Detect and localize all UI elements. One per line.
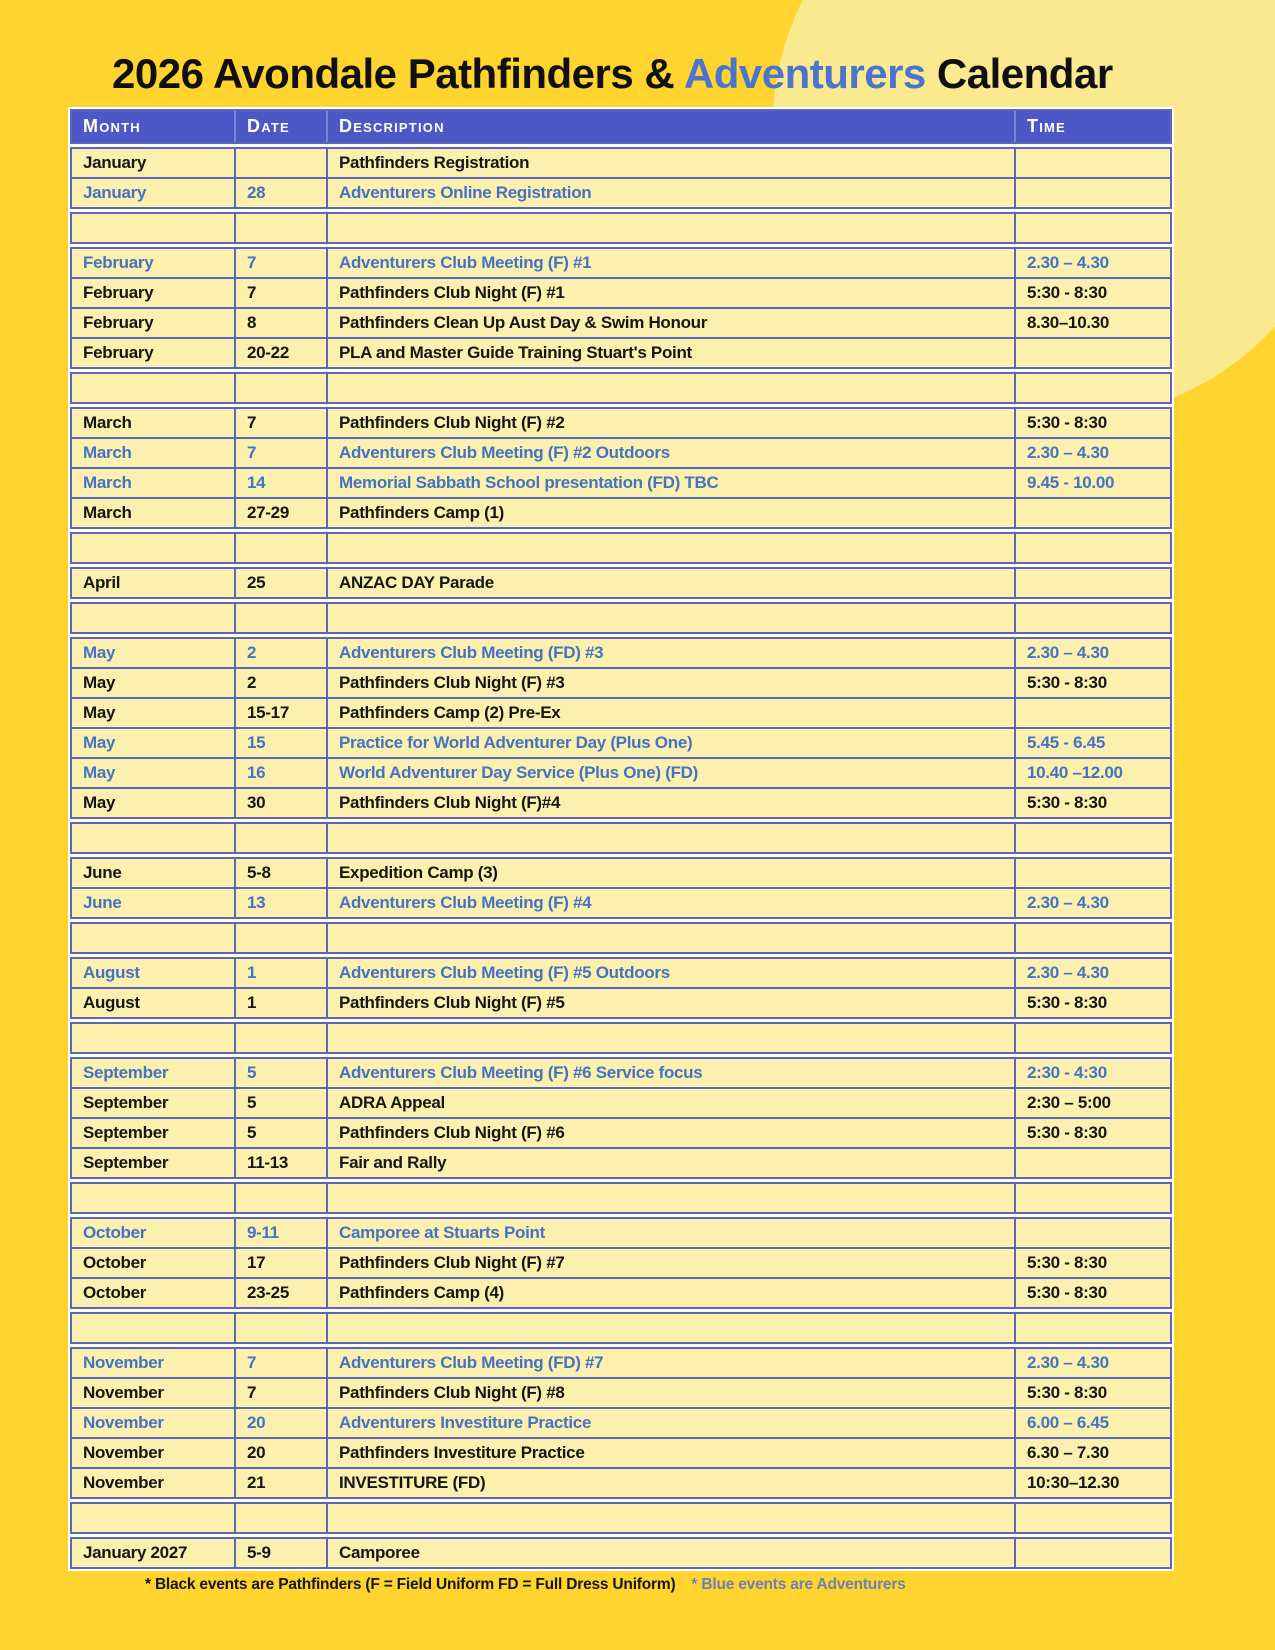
time-cell: [1016, 824, 1170, 852]
spacer-row: [72, 214, 1170, 242]
time-cell: 5:30 - 8:30: [1027, 1253, 1107, 1272]
description-cell: Pathfinders Club Night (F) #2: [328, 409, 1016, 437]
title-part1: 2026 Avondale Pathfinders &: [112, 50, 684, 97]
month-cell: [72, 1184, 236, 1212]
date-cell: 7: [236, 1349, 328, 1377]
month-block: [70, 1217, 1172, 1309]
spacer-block: [70, 212, 1172, 244]
month-cell: January 2027: [72, 1539, 236, 1567]
month-cell: [72, 214, 236, 242]
date-cell: 28: [236, 179, 328, 207]
month-cell: February: [72, 249, 236, 277]
date-cell: 15: [236, 729, 328, 757]
spacer-block: [70, 1182, 1172, 1214]
description-cell: [328, 534, 1016, 562]
time-cell: 10:30–12.30: [1027, 1473, 1120, 1492]
calendar-row: [72, 309, 1170, 339]
month-cell: August: [72, 989, 236, 1017]
spacer-block: [70, 602, 1172, 634]
description-cell: Pathfinders Club Night (F) #5: [328, 989, 1016, 1017]
month-block: [70, 147, 1172, 209]
date-cell: [236, 214, 328, 242]
month-cell: May: [72, 699, 236, 727]
calendar-row: [72, 1089, 1170, 1119]
month-cell: November: [72, 1409, 236, 1437]
month-cell: May: [72, 759, 236, 787]
spacer-row: [72, 1504, 1170, 1532]
month-cell: October: [72, 1249, 236, 1277]
description-cell: [328, 214, 1016, 242]
time-cell: 2.30 – 4.30: [1027, 443, 1109, 462]
description-cell: Pathfinders Club Night (F) #7: [328, 1249, 1016, 1277]
calendar-row: [72, 859, 1170, 889]
month-cell: November: [72, 1379, 236, 1407]
month-cell: March: [72, 469, 236, 497]
date-cell: 20: [236, 1409, 328, 1437]
description-cell: Pathfinders Club Night (F)#4: [328, 789, 1016, 817]
month-block: [70, 957, 1172, 1019]
description-cell: Pathfinders Clean Up Aust Day & Swim Honour: [328, 309, 1016, 337]
description-cell: Memorial Sabbath School presentation (FD) TBC: [328, 469, 1016, 497]
time-cell: 5:30 - 8:30: [1027, 413, 1107, 432]
calendar-row: [72, 469, 1170, 499]
spacer-block: [70, 922, 1172, 954]
month-cell: June: [72, 889, 236, 917]
month-cell: September: [72, 1059, 236, 1087]
date-cell: 5: [236, 1119, 328, 1147]
time-cell: [1016, 604, 1170, 632]
spacer-block: [70, 1502, 1172, 1534]
month-cell: [72, 824, 236, 852]
month-block: [70, 247, 1172, 369]
column-header-date: Date: [236, 111, 328, 142]
description-cell: [328, 824, 1016, 852]
column-header-month: Month: [72, 111, 236, 142]
calendar-row: [72, 759, 1170, 789]
month-block: [70, 1537, 1172, 1569]
time-cell: 2.30 – 4.30: [1027, 643, 1109, 662]
date-cell: 27-29: [236, 499, 328, 527]
date-cell: 1: [236, 989, 328, 1017]
month-cell: [72, 374, 236, 402]
month-cell: May: [72, 729, 236, 757]
description-cell: Pathfinders Camp (4): [328, 1279, 1016, 1307]
date-cell: 2: [236, 639, 328, 667]
time-cell: 6.00 – 6.45: [1027, 1413, 1109, 1432]
month-cell: November: [72, 1349, 236, 1377]
date-cell: 5: [236, 1059, 328, 1087]
calendar-row: [72, 889, 1170, 917]
description-cell: Adventurers Investiture Practice: [328, 1409, 1016, 1437]
calendar-row: [72, 249, 1170, 279]
calendar-row: [72, 439, 1170, 469]
description-cell: Practice for World Adventurer Day (Plus One): [328, 729, 1016, 757]
calendar-row: [72, 989, 1170, 1017]
time-cell: [1016, 179, 1170, 207]
date-cell: 13: [236, 889, 328, 917]
month-block: [70, 637, 1172, 819]
calendar-row: [72, 1439, 1170, 1469]
month-cell: September: [72, 1119, 236, 1147]
spacer-block: [70, 372, 1172, 404]
description-cell: [328, 1504, 1016, 1532]
date-cell: 7: [236, 249, 328, 277]
date-cell: 5-8: [236, 859, 328, 887]
calendar-row: [72, 959, 1170, 989]
spacer-row: [72, 1184, 1170, 1212]
description-cell: Adventurers Club Meeting (F) #2 Outdoors: [328, 439, 1016, 467]
month-cell: May: [72, 639, 236, 667]
month-cell: February: [72, 309, 236, 337]
month-cell: March: [72, 499, 236, 527]
date-cell: [236, 534, 328, 562]
column-header-time: Time: [1027, 116, 1066, 136]
time-cell: 5:30 - 8:30: [1027, 673, 1107, 692]
calendar-row: [72, 149, 1170, 179]
description-cell: Pathfinders Registration: [328, 149, 1016, 177]
description-cell: Pathfinders Club Night (F) #1: [328, 279, 1016, 307]
date-cell: [236, 1504, 328, 1532]
description-cell: ADRA Appeal: [328, 1089, 1016, 1117]
time-cell: [1016, 339, 1170, 367]
description-cell: Adventurers Online Registration: [328, 179, 1016, 207]
calendar-row: [72, 1119, 1170, 1149]
description-cell: Adventurers Club Meeting (F) #4: [328, 889, 1016, 917]
date-cell: 1: [236, 959, 328, 987]
calendar-row: [72, 639, 1170, 669]
date-cell: 2: [236, 669, 328, 697]
description-cell: Adventurers Club Meeting (F) #6 Service focus: [328, 1059, 1016, 1087]
calendar-row: [72, 499, 1170, 527]
description-cell: Adventurers Club Meeting (F) #5 Outdoors: [328, 959, 1016, 987]
time-cell: 5:30 - 8:30: [1027, 1383, 1107, 1402]
month-cell: October: [72, 1279, 236, 1307]
spacer-block: [70, 1312, 1172, 1344]
description-cell: Adventurers Club Meeting (FD) #3: [328, 639, 1016, 667]
calendar-row: [72, 1219, 1170, 1249]
time-cell: 2:30 - 4:30: [1027, 1063, 1107, 1082]
time-cell: [1016, 1149, 1170, 1177]
spacer-block: [70, 822, 1172, 854]
description-cell: [328, 1314, 1016, 1342]
time-cell: 5:30 - 8:30: [1027, 793, 1107, 812]
time-cell: [1016, 1539, 1170, 1567]
month-cell: June: [72, 859, 236, 887]
date-cell: 15-17: [236, 699, 328, 727]
month-block: [70, 857, 1172, 919]
spacer-row: [72, 924, 1170, 952]
time-cell: 8.30–10.30: [1027, 313, 1110, 332]
calendar-header-row: [72, 111, 1170, 142]
date-cell: [236, 1184, 328, 1212]
month-block: [70, 567, 1172, 599]
description-cell: Pathfinders Camp (1): [328, 499, 1016, 527]
month-cell: May: [72, 789, 236, 817]
calendar-row: [72, 1379, 1170, 1409]
footer-adventurers-note: * Blue events are Adventurers: [691, 1576, 906, 1593]
time-cell: [1016, 534, 1170, 562]
description-cell: Camporee at Stuarts Point: [328, 1219, 1016, 1247]
time-cell: [1016, 1504, 1170, 1532]
time-cell: [1016, 1314, 1170, 1342]
time-cell: 2:30 – 5:00: [1027, 1093, 1111, 1112]
time-cell: 5:30 - 8:30: [1027, 283, 1107, 302]
month-cell: March: [72, 439, 236, 467]
date-cell: 7: [236, 409, 328, 437]
time-cell: 6.30 – 7.30: [1027, 1443, 1109, 1462]
description-cell: [328, 374, 1016, 402]
month-cell: [72, 1314, 236, 1342]
date-cell: 8: [236, 309, 328, 337]
month-cell: [72, 1024, 236, 1052]
calendar-row: [72, 339, 1170, 367]
calendar-row: [72, 569, 1170, 597]
time-cell: 2.30 – 4.30: [1027, 893, 1109, 912]
description-cell: Adventurers Club Meeting (F) #1: [328, 249, 1016, 277]
month-cell: November: [72, 1439, 236, 1467]
time-cell: [1016, 924, 1170, 952]
calendar-table: [70, 109, 1172, 1569]
time-cell: 10.40 –12.00: [1027, 763, 1123, 782]
month-cell: January: [72, 149, 236, 177]
description-cell: Pathfinders Club Night (F) #3: [328, 669, 1016, 697]
date-cell: 14: [236, 469, 328, 497]
month-cell: [72, 1504, 236, 1532]
calendar-row: [72, 1149, 1170, 1177]
description-cell: Camporee: [328, 1539, 1016, 1567]
date-cell: 17: [236, 1249, 328, 1277]
time-cell: 5:30 - 8:30: [1027, 1123, 1107, 1142]
calendar-row: [72, 279, 1170, 309]
date-cell: 21: [236, 1469, 328, 1497]
calendar-row: [72, 1279, 1170, 1307]
month-cell: September: [72, 1089, 236, 1117]
date-cell: 5-9: [236, 1539, 328, 1567]
description-cell: World Adventurer Day Service (Plus One) (FD): [328, 759, 1016, 787]
date-cell: 20-22: [236, 339, 328, 367]
description-cell: Adventurers Club Meeting (FD) #7: [328, 1349, 1016, 1377]
description-cell: [328, 1184, 1016, 1212]
date-cell: [236, 374, 328, 402]
month-cell: [72, 924, 236, 952]
time-cell: 5:30 - 8:30: [1027, 993, 1107, 1012]
month-cell: September: [72, 1149, 236, 1177]
spacer-row: [72, 374, 1170, 402]
spacer-row: [72, 534, 1170, 562]
date-cell: [236, 824, 328, 852]
column-header-description: Description: [328, 111, 1016, 142]
date-cell: 30: [236, 789, 328, 817]
spacer-row: [72, 604, 1170, 632]
month-cell: [72, 604, 236, 632]
description-cell: [328, 924, 1016, 952]
title-highlight-adventurers: Adventurers: [683, 50, 926, 97]
calendar-row: [72, 179, 1170, 207]
time-cell: [1016, 499, 1170, 527]
description-cell: [328, 1024, 1016, 1052]
date-cell: 25: [236, 569, 328, 597]
time-cell: 2.30 – 4.30: [1027, 1353, 1109, 1372]
month-cell: February: [72, 339, 236, 367]
time-cell: 2.30 – 4.30: [1027, 253, 1109, 272]
date-cell: 7: [236, 279, 328, 307]
time-cell: 5.45 - 6.45: [1027, 733, 1105, 752]
calendar-row: [72, 1349, 1170, 1379]
spacer-row: [72, 1314, 1170, 1342]
month-cell: January: [72, 179, 236, 207]
calendar-row: [72, 789, 1170, 817]
date-cell: 5: [236, 1089, 328, 1117]
description-cell: INVESTITURE (FD): [328, 1469, 1016, 1497]
page-title: [0, 0, 1275, 98]
month-block: [70, 1057, 1172, 1179]
calendar-row: [72, 1409, 1170, 1439]
month-cell: May: [72, 669, 236, 697]
date-cell: 11-13: [236, 1149, 328, 1177]
date-cell: [236, 1314, 328, 1342]
date-cell: 23-25: [236, 1279, 328, 1307]
time-cell: [1016, 859, 1170, 887]
month-block: [70, 1347, 1172, 1499]
date-cell: 16: [236, 759, 328, 787]
date-cell: [236, 604, 328, 632]
month-block: [70, 407, 1172, 529]
calendar-row: [72, 1059, 1170, 1089]
description-cell: Pathfinders Club Night (F) #8: [328, 1379, 1016, 1407]
time-cell: 5:30 - 8:30: [1027, 1283, 1107, 1302]
description-cell: [328, 604, 1016, 632]
month-cell: November: [72, 1469, 236, 1497]
date-cell: 7: [236, 439, 328, 467]
time-cell: 2.30 – 4.30: [1027, 963, 1109, 982]
time-cell: [1016, 569, 1170, 597]
month-cell: August: [72, 959, 236, 987]
spacer-row: [72, 824, 1170, 852]
footer-pathfinders-note: * Black events are Pathfinders (F = Field Uniform FD = Full Dress Uniform): [145, 1576, 676, 1593]
calendar-header: [70, 109, 1172, 144]
time-cell: [1016, 149, 1170, 177]
time-cell: [1016, 1219, 1170, 1247]
description-cell: Pathfinders Camp (2) Pre-Ex: [328, 699, 1016, 727]
time-cell: 9.45 - 10.00: [1027, 473, 1115, 492]
date-cell: [236, 924, 328, 952]
description-cell: PLA and Master Guide Training Stuart's Point: [328, 339, 1016, 367]
description-cell: Pathfinders Investiture Practice: [328, 1439, 1016, 1467]
date-cell: 7: [236, 1379, 328, 1407]
month-cell: March: [72, 409, 236, 437]
calendar-row: [72, 409, 1170, 439]
description-cell: Expedition Camp (3): [328, 859, 1016, 887]
calendar-row: [72, 669, 1170, 699]
spacer-block: [70, 1022, 1172, 1054]
date-cell: [236, 149, 328, 177]
description-cell: Fair and Rally: [328, 1149, 1016, 1177]
spacer-row: [72, 1024, 1170, 1052]
title-part2: Calendar: [925, 50, 1113, 97]
time-cell: [1016, 374, 1170, 402]
calendar-row: [72, 1249, 1170, 1279]
calendar-row: [72, 1469, 1170, 1497]
month-cell: February: [72, 279, 236, 307]
time-cell: [1016, 699, 1170, 727]
date-cell: 9-11: [236, 1219, 328, 1247]
spacer-block: [70, 532, 1172, 564]
month-cell: [72, 534, 236, 562]
description-cell: Pathfinders Club Night (F) #6: [328, 1119, 1016, 1147]
calendar-row: [72, 699, 1170, 729]
time-cell: [1016, 1184, 1170, 1212]
date-cell: [236, 1024, 328, 1052]
calendar-row: [72, 729, 1170, 759]
description-cell: ANZAC DAY Parade: [328, 569, 1016, 597]
date-cell: 20: [236, 1439, 328, 1467]
time-cell: [1016, 214, 1170, 242]
month-cell: April: [72, 569, 236, 597]
footer-legend: [145, 1576, 1275, 1594]
month-cell: October: [72, 1219, 236, 1247]
time-cell: [1016, 1024, 1170, 1052]
calendar-row: [72, 1539, 1170, 1567]
